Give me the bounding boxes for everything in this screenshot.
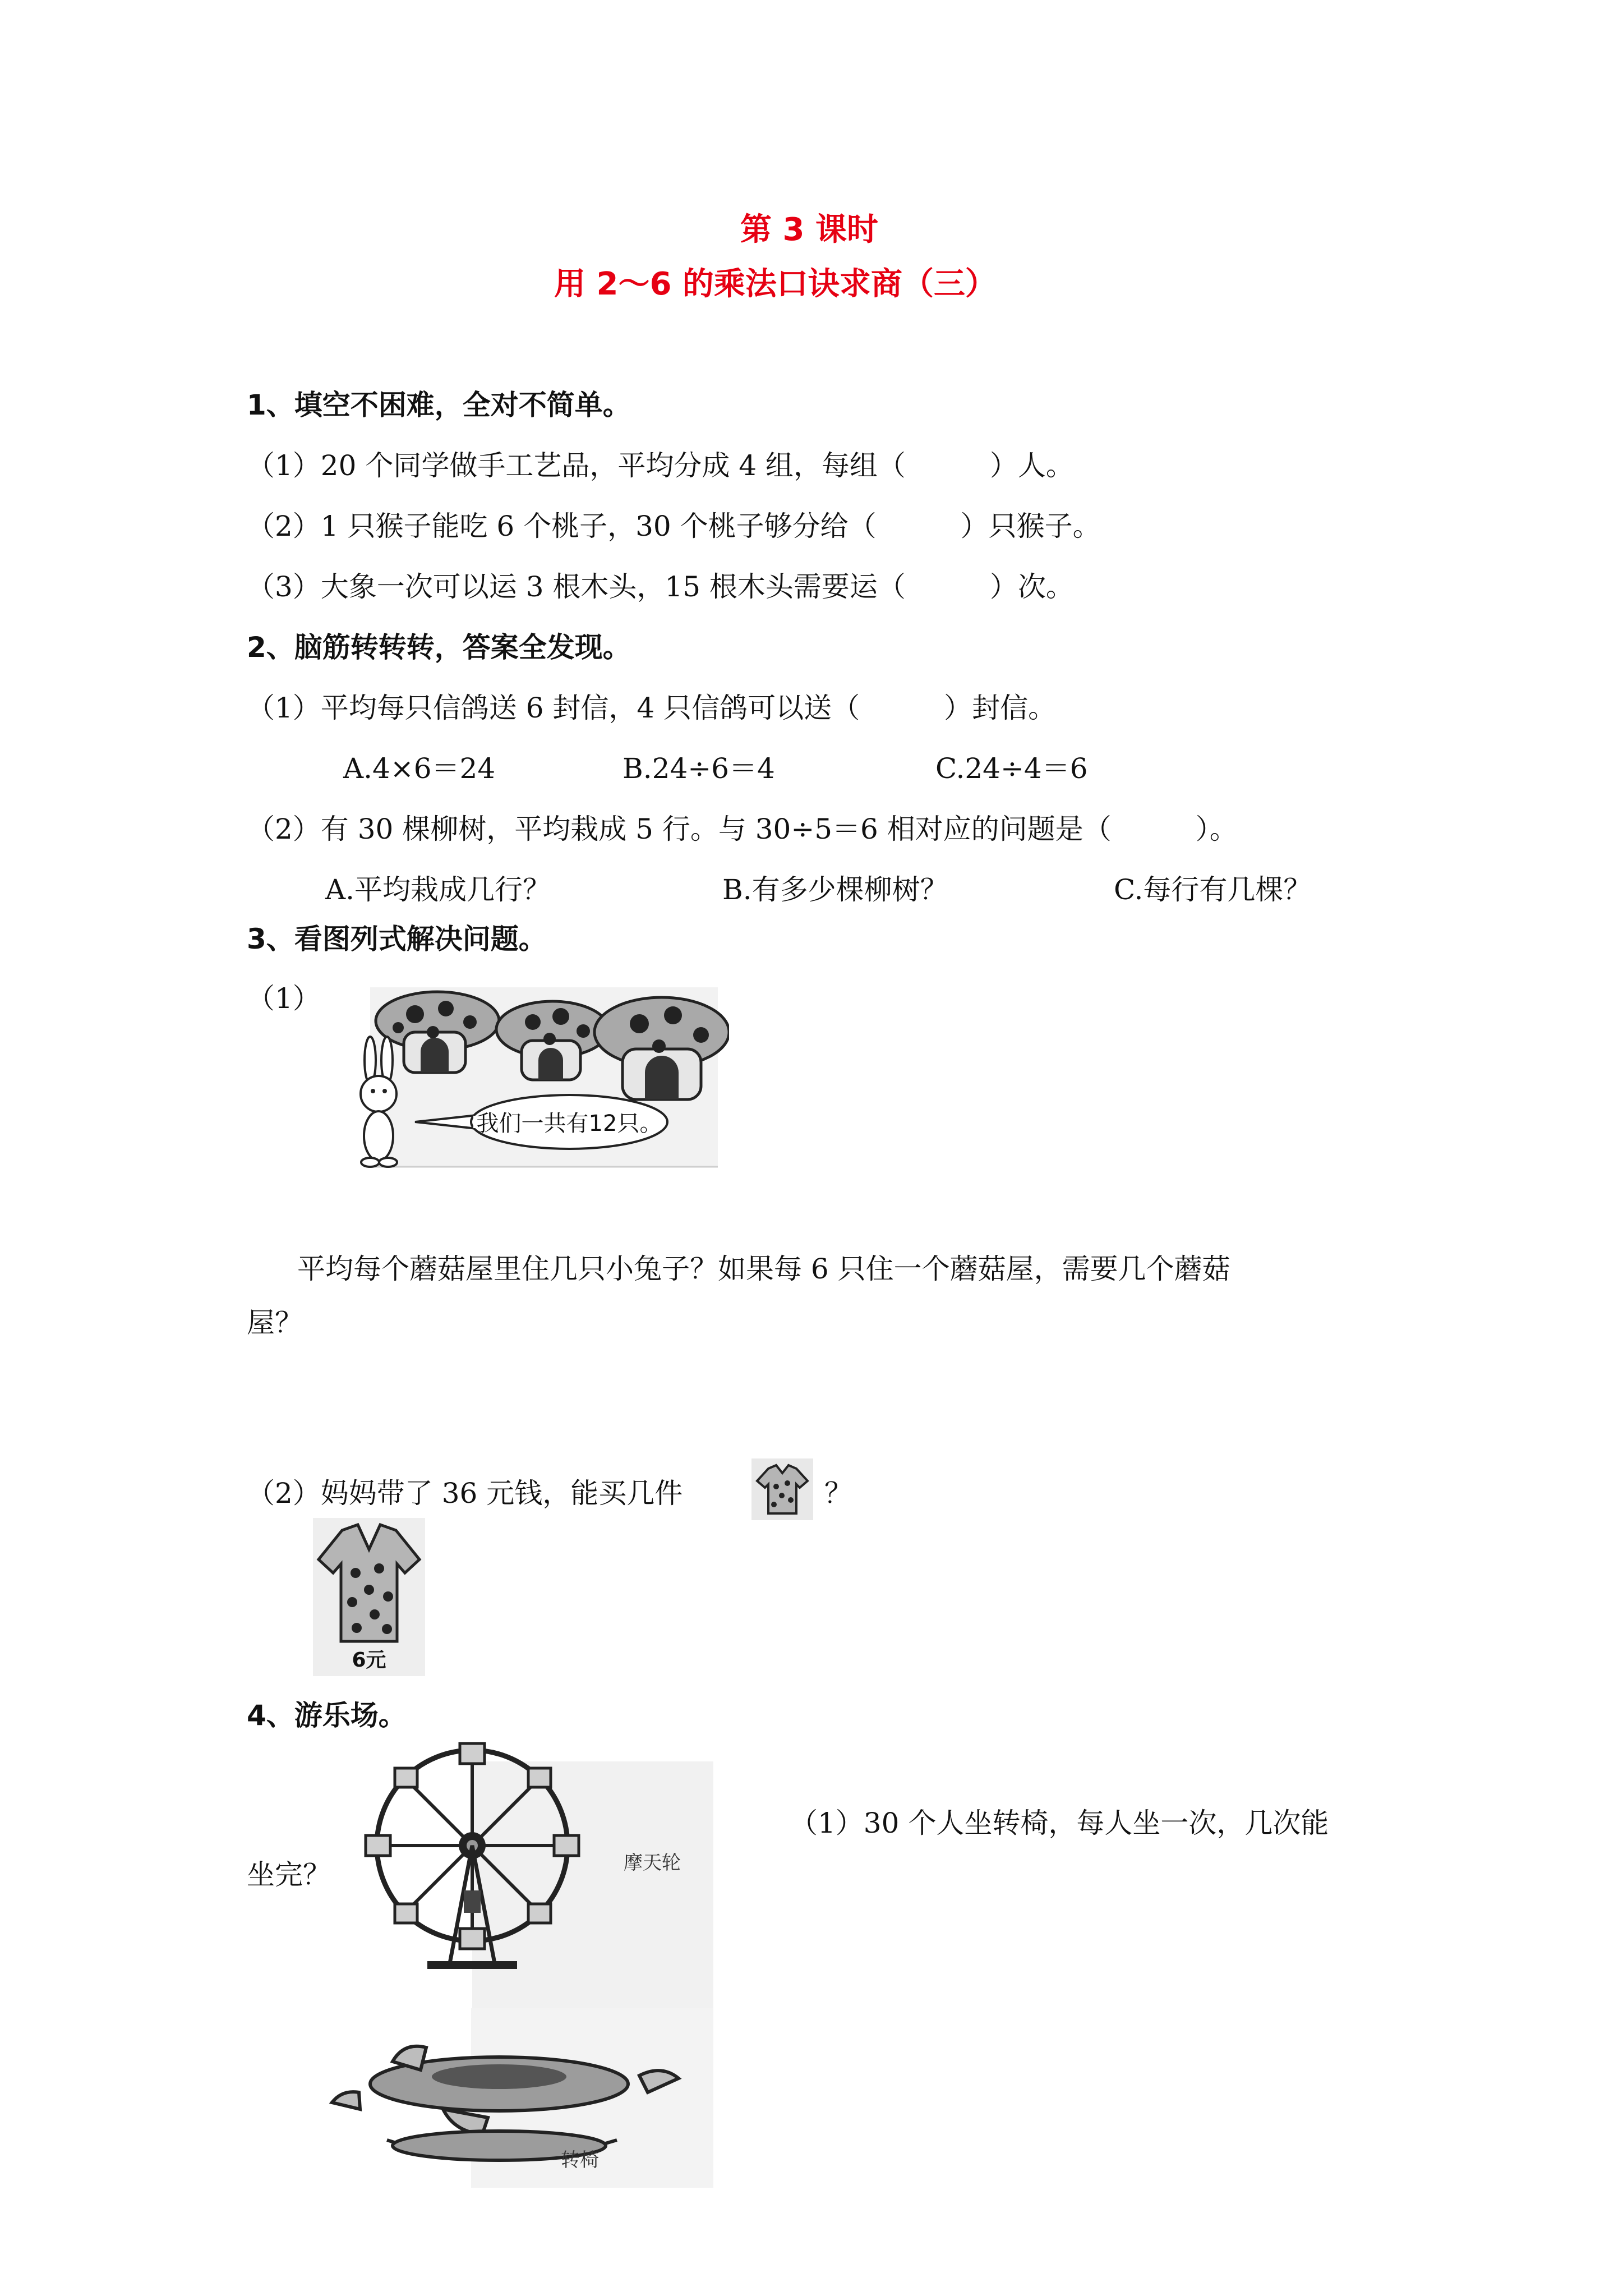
section-3-heading: 3、看图列式解决问题。 [247, 923, 547, 955]
small-shirt-figure [751, 1458, 813, 1520]
page-title: 用 2～6 的乘法口诀求商（三） [554, 266, 997, 302]
swing-chair-figure [325, 2008, 713, 2188]
swing-chair-icon [325, 2008, 713, 2188]
section-2-heading: 2、脑筋转转转，答案全发现。 [247, 631, 631, 664]
s3-part-1-question-line-2: 屋？ [247, 1306, 303, 1339]
s2-question-1: （1）平均每只信鸽送 6 封信，4 只信鸽可以送（ ）封信。 [247, 692, 1057, 724]
shirt-price-figure [313, 1518, 425, 1676]
rabbit-speech-bubble-text: 我们一共有12只。 [476, 1111, 662, 1137]
ferris-wheel-icon [343, 1739, 713, 2008]
ferris-wheel-figure [343, 1739, 713, 2008]
shirt-price-label: 6元 [352, 1649, 386, 1672]
s2-q1-option-b: B.24÷6＝4 [623, 752, 775, 785]
section-4-heading: 4、游乐场。 [247, 1699, 407, 1732]
s3-part-2-question-mark: ？ [824, 1477, 852, 1510]
s1-question-2: （2）1 只猴子能吃 6 个桃子，30 个桃子够分给（ ）只猴子。 [247, 510, 1101, 542]
s2-q1-option-a: A.4×6＝24 [343, 752, 496, 785]
s2-q2-option-b: B.有多少棵柳树？ [722, 873, 948, 906]
s1-question-3: （3）大象一次可以运 3 根木头，15 根木头需要运（ ）次。 [247, 570, 1074, 603]
s2-question-2: （2）有 30 棵柳树，平均栽成 5 行。与 30÷5＝6 相对应的问题是（ ）。 [247, 813, 1238, 845]
s4-question-1-line-2: 坐完？ [247, 1858, 331, 1891]
mushroom-houses-icon [336, 976, 729, 1212]
dotted-shirt-icon [751, 1458, 813, 1520]
s4-question-1-line-1: （1）30 个人坐转椅，每人坐一次，几次能 [790, 1807, 1329, 1839]
mushroom-houses-figure [336, 976, 729, 1212]
section-1-heading: 1、填空不困难，全对不简单。 [247, 389, 631, 421]
s3-part-1-question-line-1: 平均每个蘑菇屋里住几只小兔子？如果每 6 只住一个蘑菇屋，需要几个蘑菇 [297, 1253, 1230, 1285]
swing-chair-label: 转椅 [561, 2149, 599, 2171]
s3-part-2-question: （2）妈妈带了 36 元钱，能买几件 [247, 1477, 683, 1510]
s1-question-1: （1）20 个同学做手工艺品，平均分成 4 组，每组（ ）人。 [247, 449, 1074, 482]
ferris-wheel-label: 摩天轮 [624, 1852, 681, 1874]
s3-part-1-label: （1） [247, 982, 321, 1015]
lesson-number: 第 3 课时 [740, 211, 878, 248]
s2-q2-option-a: A.平均栽成几行？ [325, 873, 551, 906]
shirt-price-icon [313, 1518, 425, 1676]
s2-q1-option-c: C.24÷4＝6 [935, 752, 1088, 785]
s2-q2-option-c: C.每行有几棵？ [1114, 873, 1312, 906]
